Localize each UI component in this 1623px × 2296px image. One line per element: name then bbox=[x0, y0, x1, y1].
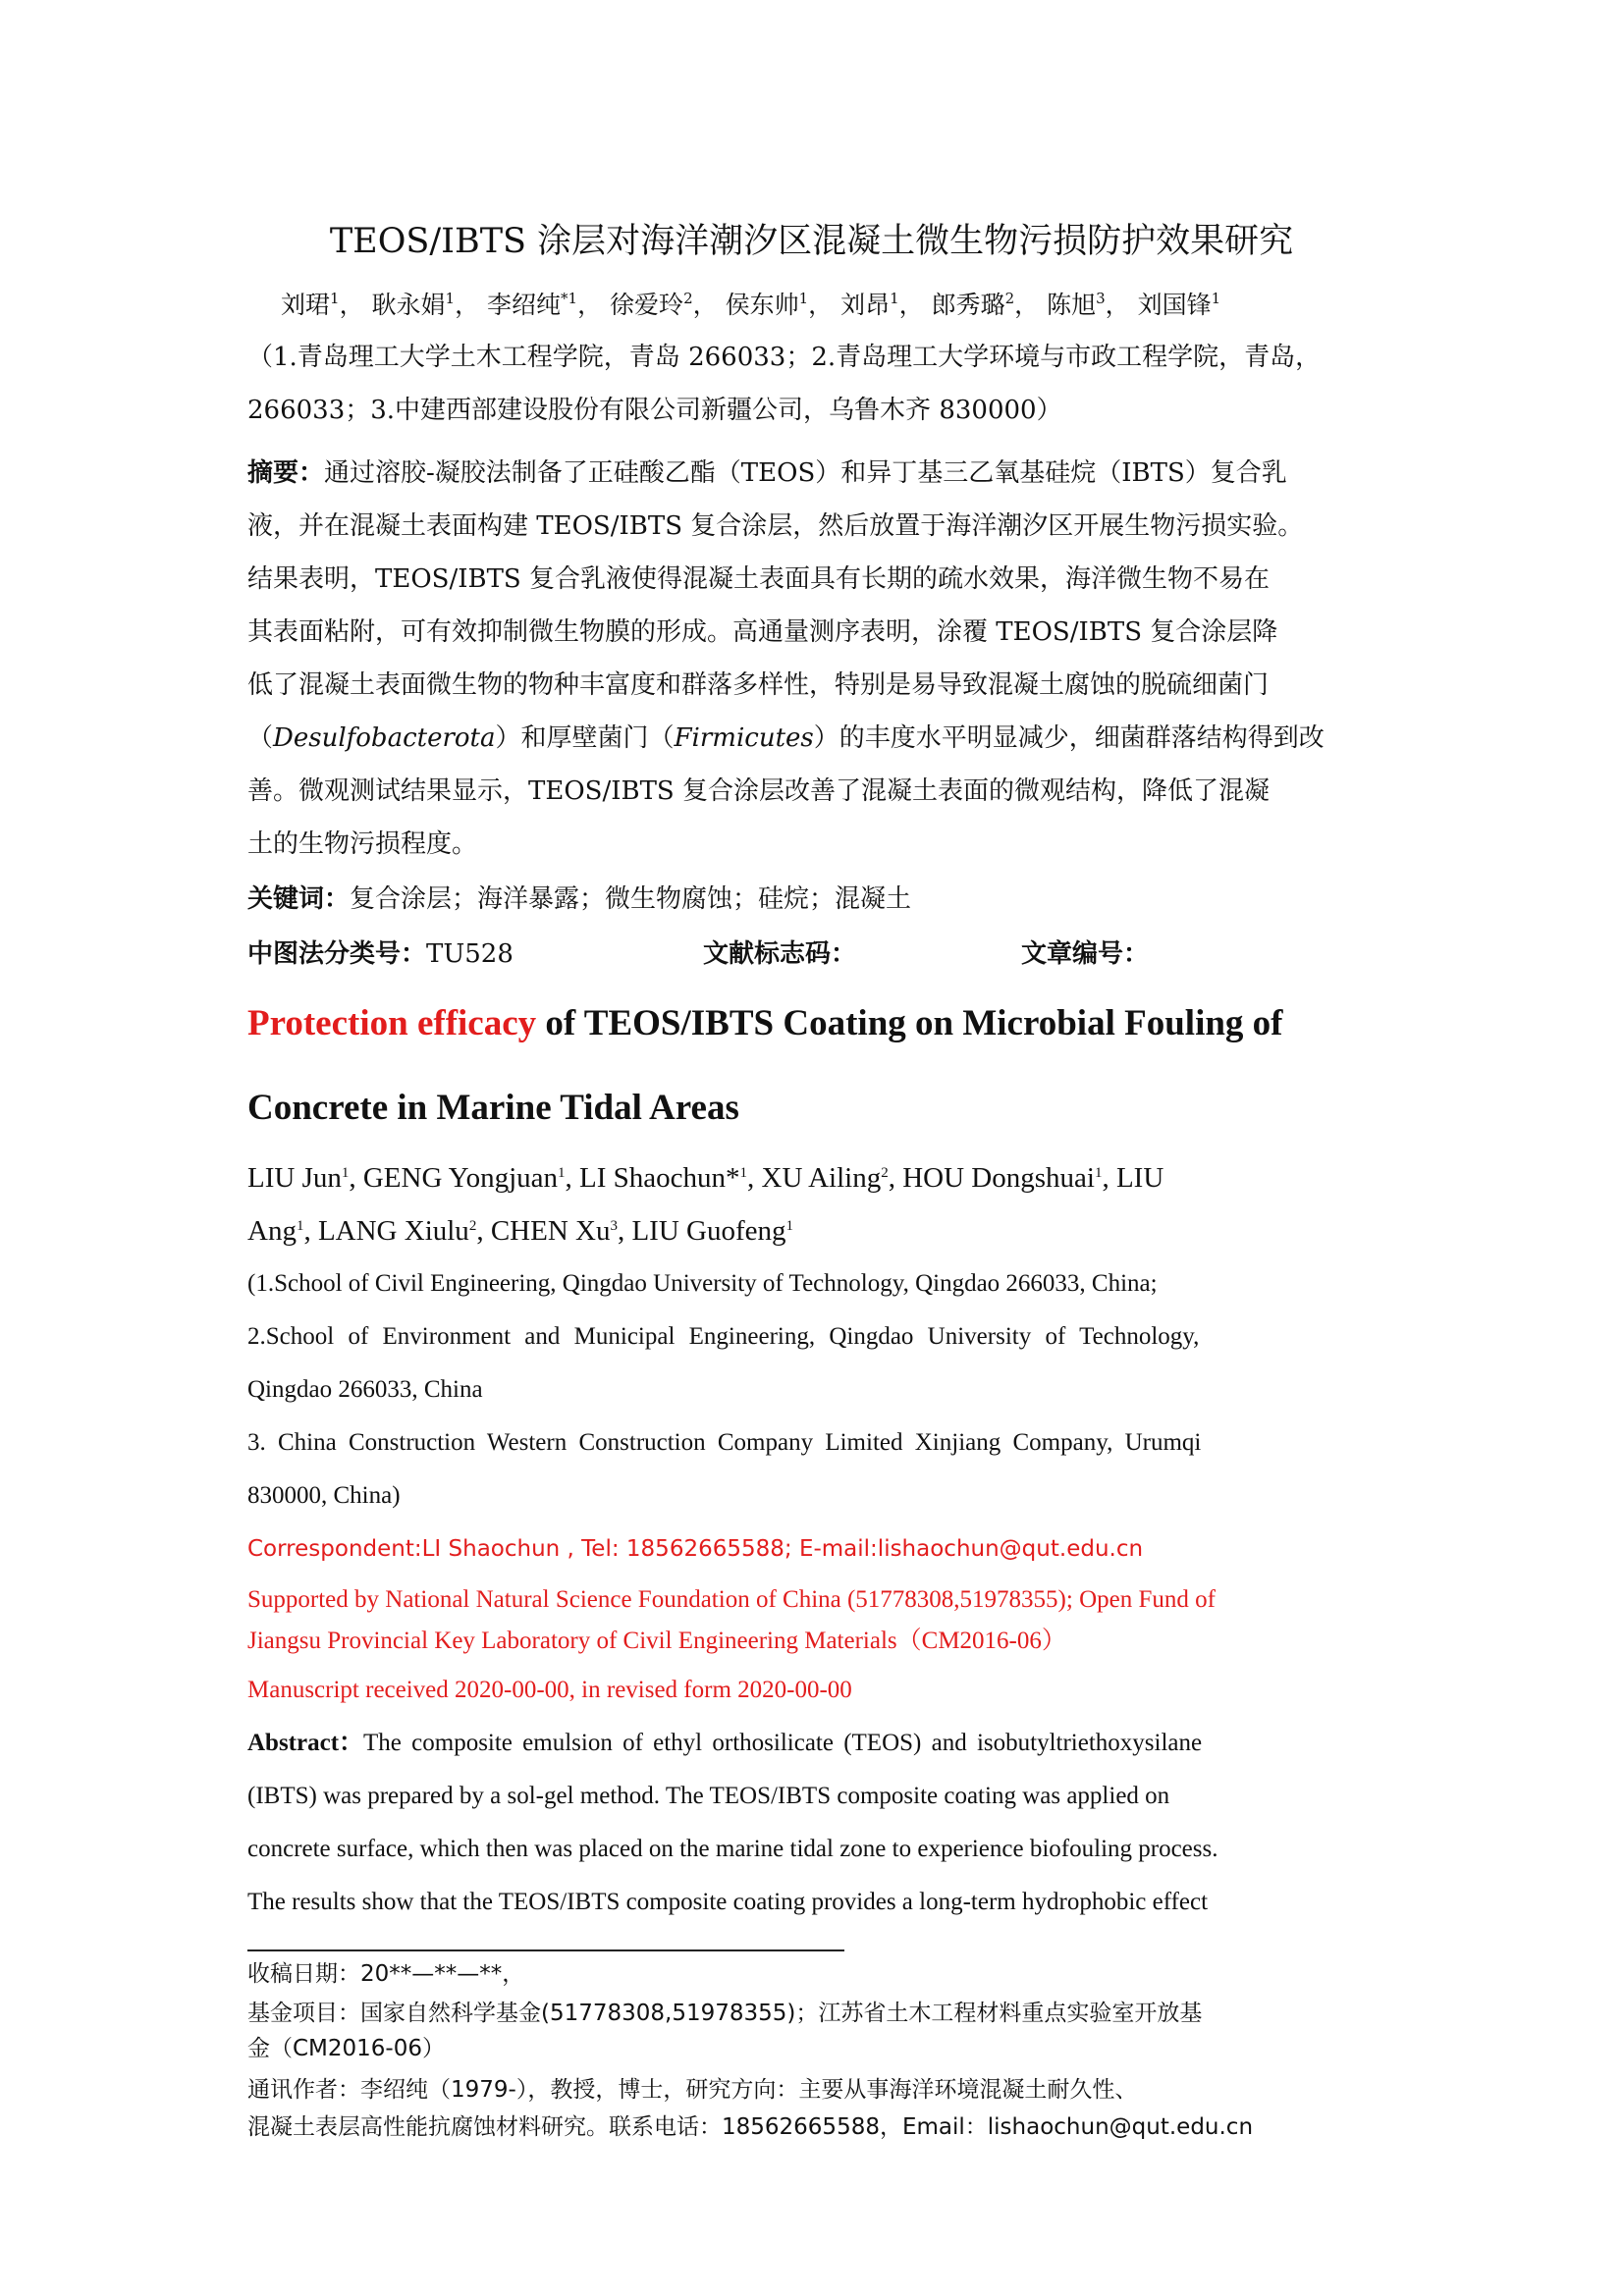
text-span: ）和厚壁菌门（ bbox=[495, 723, 675, 753]
author-name: 耿永娟 bbox=[371, 291, 446, 319]
author-affiliation-mark: 2 bbox=[881, 1165, 889, 1181]
author-affiliation-mark: 3 bbox=[610, 1218, 618, 1234]
author-name: 刘昂 bbox=[840, 291, 891, 319]
english-author-list: Ang$^1$, LANG Xiulu$^2$, CHEN Xu$^3$, LIU Guofeng$^1$ bbox=[247, 1215, 793, 1247]
correspondent-line: Correspondent:LI Shaochun , Tel: 18562665588; E-mail:lishaochun@qut.edu.cn bbox=[247, 1536, 1144, 1562]
author-name: LIU Jun bbox=[247, 1162, 342, 1194]
english-abstract-text: The composite emulsion of ethyl orthosilicate (TEOS) and isobutyltriethoxysilane bbox=[363, 1730, 1203, 1756]
author-name: HOU Dongshuai bbox=[902, 1162, 1095, 1194]
chinese-abstract-label: 摘要： bbox=[247, 458, 325, 488]
author-name: Ang bbox=[247, 1215, 297, 1247]
english-abstract-line: (IBTS) was prepared by a sol-gel method. The TEOS/IBTS composite coating was applied on bbox=[247, 1783, 1170, 1809]
taxon-name: Desulfobacterota bbox=[273, 723, 496, 753]
chinese-abstract-line: 液，并在混凝土表面构建 TEOS/IBTS 复合涂层，然后放置于海洋潮汐区开展生物污损实验。 bbox=[247, 511, 1304, 541]
chinese-abstract-line bbox=[247, 454, 1287, 493]
clc-value: TU528 bbox=[426, 939, 514, 969]
author-affiliation-mark: 1 bbox=[296, 1218, 304, 1234]
keywords-label: 关键词： bbox=[247, 884, 351, 914]
footnote-fund: 基金项目：国家自然科学基金(51778308,51978355)；江苏省土木工程材料重点实验室开放基 bbox=[247, 2001, 1203, 2026]
chinese-abstract-text: 通过溶胶-凝胶法制备了正硅酸乙酯（TEOS）和异丁基三乙氧基硅烷（IBTS）复合乳 bbox=[324, 458, 1287, 488]
author-name: 刘国锋 bbox=[1137, 291, 1212, 319]
chinese-abstract-line: 土的生物污损程度。 bbox=[247, 829, 478, 859]
author-name: 陈旭 bbox=[1047, 291, 1097, 319]
author-affiliation-mark: 1 bbox=[330, 290, 340, 307]
english-abstract-line bbox=[247, 1726, 1202, 1761]
author-affiliation-mark: 1 bbox=[341, 1165, 350, 1181]
classification-line bbox=[247, 934, 514, 974]
article-number-label: 文章编号： bbox=[1021, 939, 1150, 969]
chinese-title: TEOS/IBTS 涂层对海洋潮汐区混凝土微生物污损防护效果研究 bbox=[329, 222, 1294, 261]
clc-label: 中图法分类号： bbox=[247, 939, 427, 969]
chinese-affiliation-line: 266033；3.中建西部建设股份有限公司新疆公司，乌鲁木齐 830000） bbox=[247, 396, 1062, 425]
english-affiliation-line: 2.School of Environment and Municipal Engineering, Qingdao University of Technology, bbox=[247, 1323, 1200, 1350]
author-affiliation-mark: 1 bbox=[890, 290, 899, 307]
author-affiliation-mark: 3 bbox=[1096, 290, 1106, 307]
author-name: CHEN Xu bbox=[490, 1215, 611, 1247]
chinese-abstract-line: 其表面粘附，可有效抑制微生物膜的形成。高通量测序表明，涂覆 TEOS/IBTS 复合涂层降 bbox=[247, 617, 1278, 647]
chinese-abstract-line: 低了混凝土表面微生物的物种丰富度和群落多样性，特别是易导致混凝土腐蚀的脱硫细菌门 bbox=[247, 670, 1270, 700]
author-affiliation-mark: 1 bbox=[798, 290, 809, 307]
author-name: 刘珺 bbox=[281, 291, 331, 319]
author-affiliation-mark: 1 bbox=[1211, 290, 1221, 307]
english-abstract-line: The results show that the TEOS/IBTS composite coating provides a long-term hydrophobic effect bbox=[247, 1889, 1209, 1915]
keywords-value: 复合涂层；海洋暴露；微生物腐蚀；硅烷；混凝土 bbox=[350, 884, 912, 914]
author-name: 侯东帅 bbox=[725, 291, 799, 319]
english-title-highlight: Protection efficacy bbox=[247, 1003, 537, 1043]
english-author-list: LIU Jun$^1$, GENG Yongjuan$^1$, LI Shaochun*$^1$, XU Ailing$^2$, HOU Dongshuai$^1$, LIU bbox=[247, 1162, 1164, 1194]
english-affiliation-line: 830000, China) bbox=[247, 1482, 401, 1509]
english-abstract-line: concrete surface, which then was placed on the marine tidal zone to experience biofouling process. bbox=[247, 1836, 1218, 1862]
text-span: （ bbox=[247, 723, 274, 753]
chinese-author-list: 刘珺$^1$， 耿永娟$^1$， 李绍纯$^{*1}$， 徐爱玲$^2$， 侯东帅$^1$， 刘昂$^1$， 郎秀璐$^2$， 陈旭$^3$， 刘国锋$^1$ bbox=[281, 290, 1221, 319]
footnote-author: 通讯作者：李绍纯（1979-），教授，博士，研究方向：主要从事海洋环境混凝土耐久性、 bbox=[247, 2077, 1138, 2103]
author-name: LIU bbox=[1115, 1162, 1164, 1194]
author-name: GENG Yongjuan bbox=[362, 1162, 559, 1194]
document-code-label: 文献标志码： bbox=[703, 939, 857, 969]
chinese-abstract-line: 结果表明，TEOS/IBTS 复合乳液使得混凝土表面具有长期的疏水效果，海洋微生物不易在 bbox=[247, 564, 1271, 594]
english-title-line: Concrete in Marine Tidal Areas bbox=[247, 1088, 739, 1128]
english-affiliation-line: 3. China Construction Western Construction Company Limited Xinjiang Company, Urumqi bbox=[247, 1429, 1202, 1456]
funding-line: Supported by National Natural Science Foundation of China (51778308,51978355); Open Fund of bbox=[247, 1586, 1216, 1613]
author-affiliation-mark: 1 bbox=[558, 1165, 566, 1181]
english-affiliation-line: Qingdao 266033, China bbox=[247, 1376, 483, 1403]
author-affiliation-mark: 2 bbox=[1004, 290, 1015, 307]
author-name: LANG Xiulu bbox=[317, 1215, 469, 1247]
funding-line: Jiangsu Provincial Key Laboratory of Civil Engineering Materials（CM2016-06） bbox=[247, 1628, 1066, 1654]
chinese-abstract-line: 善。微观测试结果显示，TEOS/IBTS 复合涂层改善了混凝土表面的微观结构，降低了混凝 bbox=[247, 776, 1271, 806]
english-affiliation-line: (1.School of Civil Engineering, Qingdao University of Technology, Qingdao 266033, China; bbox=[247, 1270, 1158, 1297]
english-abstract-label: Abstract： bbox=[247, 1730, 364, 1756]
english-title-rest: of TEOS/IBTS Coating on Microbial Fouling of bbox=[536, 1003, 1283, 1043]
text-span: ）的丰度水平明显减少，细菌群落结构得到改 bbox=[813, 723, 1325, 753]
author-affiliation-mark: 2 bbox=[683, 290, 693, 307]
english-title-line bbox=[247, 999, 1283, 1048]
footnote-received: 收稿日期：20**—**—**， bbox=[247, 1961, 525, 1987]
author-name: 郎秀璐 bbox=[931, 291, 1005, 319]
author-affiliation-mark: 1 bbox=[445, 290, 456, 307]
footnote-separator bbox=[247, 1949, 844, 1951]
footnote-fund: 金（CM2016-06） bbox=[247, 2036, 446, 2061]
chinese-affiliation-line: （1.青岛理工大学土木工程学院，青岛 266033；2.青岛理工大学环境与市政工程学院，青岛， bbox=[247, 343, 1322, 372]
manuscript-dates: Manuscript received 2020-00-00, in revised form 2020-00-00 bbox=[247, 1677, 852, 1703]
author-name: XU Ailing bbox=[761, 1162, 882, 1194]
author-affiliation-mark: 1 bbox=[785, 1218, 793, 1234]
chinese-keywords bbox=[247, 880, 911, 919]
footnote-author: 混凝土表层高性能抗腐蚀材料研究。联系电话：18562665588，Email：lishaochun@qut.edu.cn bbox=[247, 2114, 1254, 2140]
author-affiliation-mark: *1 bbox=[561, 290, 578, 307]
author-affiliation-mark: 1 bbox=[739, 1165, 748, 1181]
taxon-name: Firmicutes bbox=[674, 723, 814, 753]
author-affiliation-mark: 1 bbox=[1094, 1165, 1103, 1181]
chinese-abstract-line bbox=[247, 719, 1325, 758]
author-name: 徐爱玲 bbox=[610, 291, 684, 319]
author-name: LI Shaochun* bbox=[579, 1162, 740, 1194]
author-name: 李绍纯 bbox=[487, 291, 562, 319]
author-affiliation-mark: 2 bbox=[468, 1218, 477, 1234]
author-name: LIU Guofeng bbox=[631, 1215, 786, 1247]
